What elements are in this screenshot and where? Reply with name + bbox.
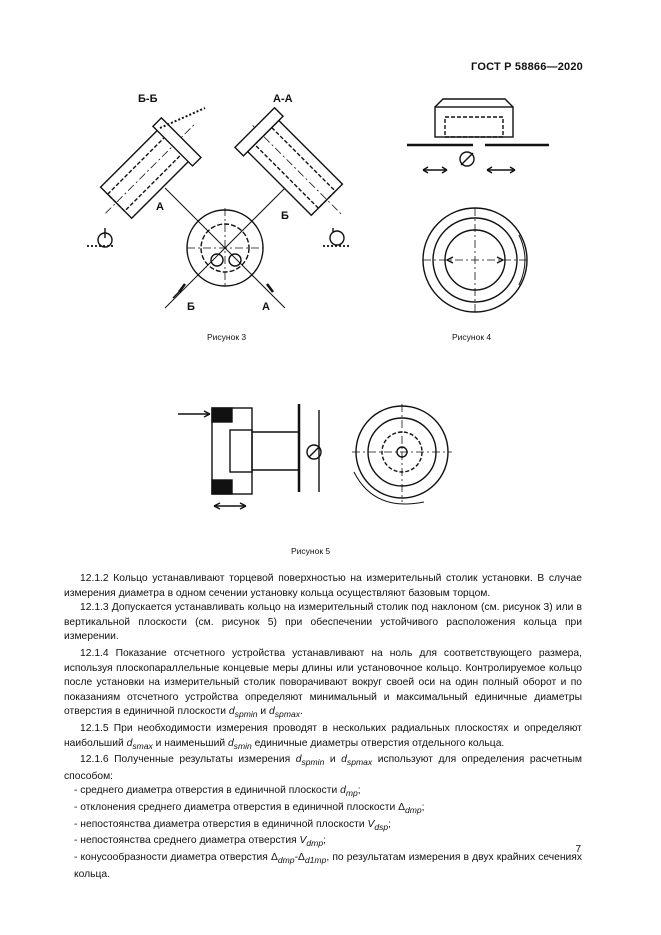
figure-3-drawing xyxy=(75,88,375,328)
page-number: 7 xyxy=(575,844,581,855)
paragraph-12-1-5: 12.1.5 При необходимости измерения проводят в нескольких радиальных плоскостях и определяют наибольший $d_{smax}$ и наименьший $d_{smin}$ единичные диаметры отверстия отдельного кольца. xyxy=(64,722,582,751)
paragraph-12-1-6: 12.1.6 Полученные результаты измерения $d_{spmin}$ и $d_{spmax}$ используют для определения расчетным способом: xyxy=(64,754,582,782)
document-standard-number: ГОСТ Р 58866—2020 xyxy=(471,61,583,73)
mark-b-bottom: Б xyxy=(187,301,195,313)
paragraph-12-1-3: 12.1.3 Допускается устанавливать кольцо на измерительный столик под наклоном (см. рисунок 3) или в вертикальной плоскости (см. рисунок 5) при обеспечении устойчивого расположения кольца при измерении. xyxy=(64,602,582,643)
list-item: - отклонения среднего диаметра отверстия в единичной плоскости $\Delta_{dmp}$; xyxy=(64,801,582,818)
list-item: - конусообразности диаметра отверстия $\Delta_{dmp}-\Delta_{d1mp}$, по результатам измерения в двух крайних сечениях кольца. xyxy=(64,851,582,882)
mark-a-left: А xyxy=(156,201,164,213)
figure-4-drawing xyxy=(403,95,553,320)
mark-a-bottom: А xyxy=(262,301,270,313)
figure-5-caption: Рисунок 5 xyxy=(291,546,331,556)
figure-5-drawing xyxy=(174,402,474,522)
figure-3-caption: Рисунок 3 xyxy=(207,332,247,342)
paragraph-12-1-4: 12.1.4 Показание отсчетного устройства устанавливают на ноль для соответствующего размера, используя плоскопараллельные концевые меры длины или установочное кольцо. Контролируемое кольцо после установки на измерительный столик поворачивают вокруг своей оси на один полный оборот и по показаниям отсчетного устройства определяют минимальный и максимальный единичные диаметры отверстия в единичной плоскости $d_{spmin}$ и $d_{spmax}$. xyxy=(64,647,582,720)
figure-4-caption: Рисунок 4 xyxy=(452,332,492,342)
mark-b-right: Б xyxy=(281,210,289,222)
list-item: - среднего диаметра отверстия в единичной плоскости $d_{mp}$; xyxy=(64,784,582,801)
paragraph-12-1-2: 12.1.2 Кольцо устанавливают торцевой поверхностью на измерительный столик установки. В случае измерения диаметра в одном сечении установку кольца осуществляют базовым торцом. xyxy=(64,573,582,599)
body-text xyxy=(64,572,582,882)
list-item: - непостоянства диаметра отверстия в единичной плоскости $V_{dsp}$; xyxy=(64,818,582,835)
list-item: - непостоянства среднего диаметра отверстия $V_{dmp}$; xyxy=(64,834,582,851)
label-aa: А-А xyxy=(273,93,293,105)
label-bb: Б-Б xyxy=(138,93,158,105)
